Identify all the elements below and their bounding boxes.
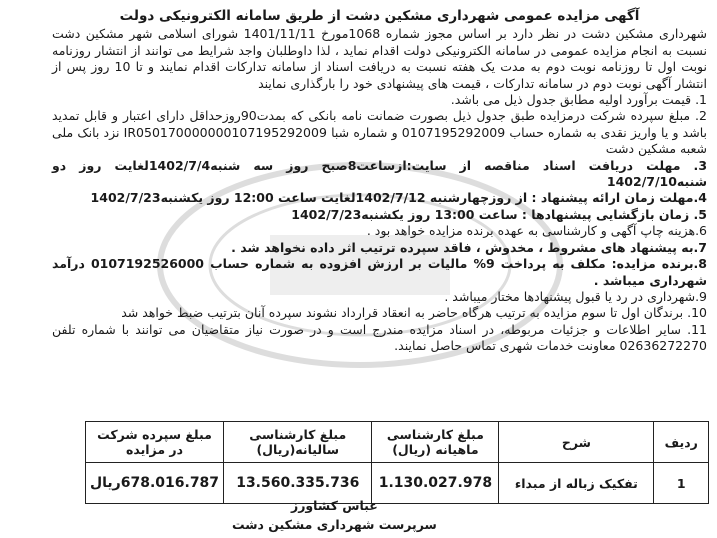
notice-body bbox=[52, 8, 707, 355]
notice-item: 5. زمان بازگشایی پیشنهادها : ساعت 13:00 روز یکشنبه1402/7/23 bbox=[291, 206, 707, 222]
table-header: ردیف bbox=[654, 422, 709, 463]
table-header-row bbox=[86, 422, 709, 463]
notice-items bbox=[52, 92, 707, 355]
table-cell: تفکیک زباله از مبداء bbox=[499, 463, 654, 504]
table-cell: 1 bbox=[654, 463, 709, 504]
notice-item: 9.شهرداری در رد یا قبول پیشنهادها مختار میباشد . bbox=[444, 288, 707, 304]
notice-item: 11. سایر اطلاعات و جزئیات مربوطه، در اسناد مزایده مندرج است و در صورت نیاز متقاضیان می توانند با شماره تلفن 02636272270 معاونت خدمات شهری تماس حاصل نمایند. bbox=[52, 321, 707, 354]
notice-item: 4.مهلت زمان ارائه پیشنهاد : از روزچهارشنبه 1402/7/12لغایت ساعت 12:00 روز یکشنبه1402/7/23 bbox=[90, 190, 707, 206]
table-cell: 1.130.027.978 bbox=[372, 463, 499, 504]
notice-item: 3. مهلت دریافت اسناد مناقصه از سایت:ازساعت8صبح روز سه شنبه1402/7/4لغایت روز دو شنبه1402/7/10 bbox=[52, 157, 708, 190]
table-header: مبلغ سپرده شرکت در مزایده bbox=[86, 422, 224, 463]
auction-table bbox=[85, 421, 709, 504]
notice-item: 10. برندگان اول تا سوم مزایده به ترتیب هرگاه حاضر به انعقاد قرارداد نشوند سپرده آنان بترتیب ضبط خواهد شد bbox=[121, 305, 707, 321]
signature-name: عباس کشاورز bbox=[291, 498, 378, 513]
signature-block bbox=[232, 496, 437, 534]
notice-item: 7.به پیشنهاد های مشروط ، مخدوش ، فاقد سپرده ترتیب اثر داده نخواهد شد . bbox=[231, 239, 707, 255]
table-header: شرح bbox=[499, 422, 654, 463]
signature-role: سرپرست شهرداری مشکین دشت bbox=[232, 517, 437, 532]
table-header: مبلغ کارشناسی سالیانه(ریال) bbox=[224, 422, 372, 463]
table-cell: 13.560.335.736 bbox=[224, 463, 372, 504]
notice-item: 6.هزینه چاپ آگهی و کارشناسی به عهده برنده مزایده خواهد بود . bbox=[366, 223, 707, 239]
table-header: مبلغ کارشناسی ماهیانه (ریال) bbox=[372, 422, 499, 463]
notice-item: 2. مبلغ سپرده شرکت درمزایده طبق جدول ذیل بصورت ضمانت نامه بانکی که بمدت90روزحداقل دارای اعتبار و قابل تمدید باشد و یا واریز نقدی به شماره حساب 0107195292009 و شماره شبا IR050170000000107195292009 نزد بانک ملی شعبه مشکین دشت bbox=[52, 108, 707, 157]
notice-item: 8.برنده مزایده: مکلف به پرداخت 9% مالیات بر ارزش افزوده به شماره حساب 0107192526000 درآمد شهرداری میباشد . bbox=[52, 256, 707, 288]
notice-intro: شهرداری مشکین دشت در نظر دارد بر اساس مجوز شماره 1068مورخ 1401/11/11 شورای اسلامی شهر مشکین دشت نسبت به انجام مزایده عمومی در سامانه الکترونیکی دولت اقدام نماید ، لذا داوطلبان واجد شرایط می توانند از انتشار روزنامه نوبت اول تا روزنامه نوبت دوم به مدت یک هفته نسبت به دریافت اسناد از سامانه تدارکات اقدام نمایند و تا 10 روز پس از انتشار آگهی نوبت دوم در سامانه تدارکات ، قیمت های پیشنهادی خود را بارگذاری نمایند bbox=[52, 26, 707, 91]
notice-item: 1. قیمت برآورد اولیه مطابق جدول ذیل می باشد. bbox=[450, 92, 707, 108]
table-cell: 678.016.787ریال bbox=[86, 463, 224, 504]
notice-title: آگهی مزایده عمومی شهرداری مشکین دشت از طریق سامانه الکترونیکی دولت bbox=[119, 8, 640, 24]
